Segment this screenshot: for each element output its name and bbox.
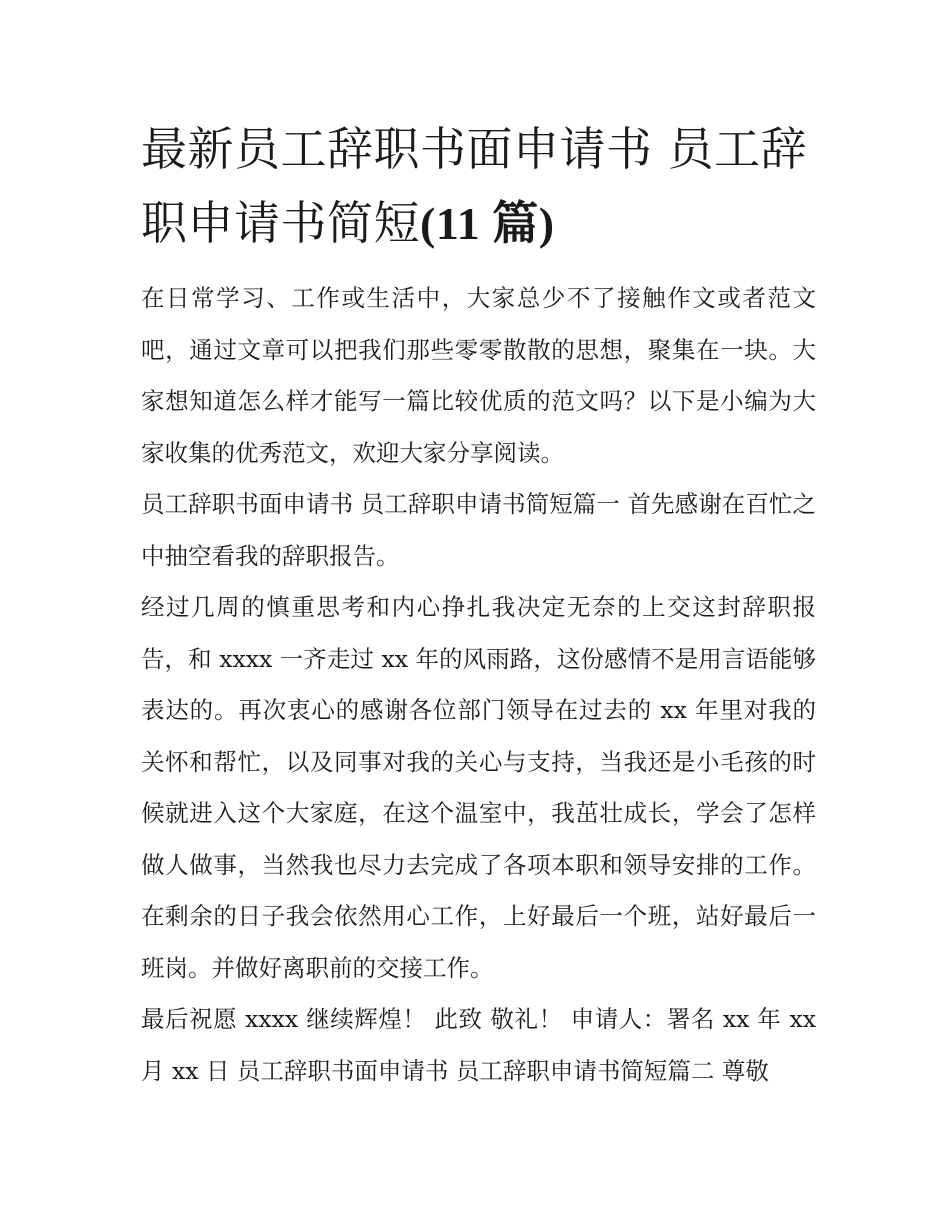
paragraph-heading-one: 员工辞职书面申请书 员工辞职申请书简短篇一 首先感谢在百忙之中抽空看我的辞职报告。: [141, 490, 816, 570]
title-suffix: (11 篇): [420, 198, 555, 249]
paragraph-intro: 在日常学习、工作或生活中，大家总少不了接触作文或者范文吧，通过文章可以把我们那些零零散散的思想，聚集在一块。大家想知道怎么样才能写一篇比较优质的范文吗？以下是小编为大家收集的优秀范文，欢迎大家分享阅读。: [141, 284, 816, 467]
title-main: 最新员工辞职书面申请书 员工辞职申请书简短: [141, 122, 808, 250]
document-page: [141, 112, 816, 1097]
document-title: [141, 112, 816, 261]
paragraph-closing: 最后祝愿 xxxx 继续辉煌！ 此致 敬礼！ 申请人：署名 xx 年 xx 月 xx 日 员工辞职书面申请书 员工辞职申请书简短篇二 尊敬: [141, 1005, 816, 1085]
paragraph-body: 经过几周的慎重思考和内心挣扎我决定无奈的上交这封辞职报告，和 xxxx 一齐走过 xx 年的风雨路，这份感情不是用言语能够表达的。再次衷心的感谢各位部门领导在过去的 xx 年里对我的关怀和帮忙，以及同事对我的关心与支持，当我还是小毛孩的时候就进入这个大家庭，在这个温室中，我茁壮成长，学会了怎样做人做事，当然我也尽力去完成了各项本职和领导安排的工作。在剩余的日子我会依然用心工作，上好最后一个班，站好最后一班岗。并做好离职前的交接工作。: [141, 593, 816, 982]
